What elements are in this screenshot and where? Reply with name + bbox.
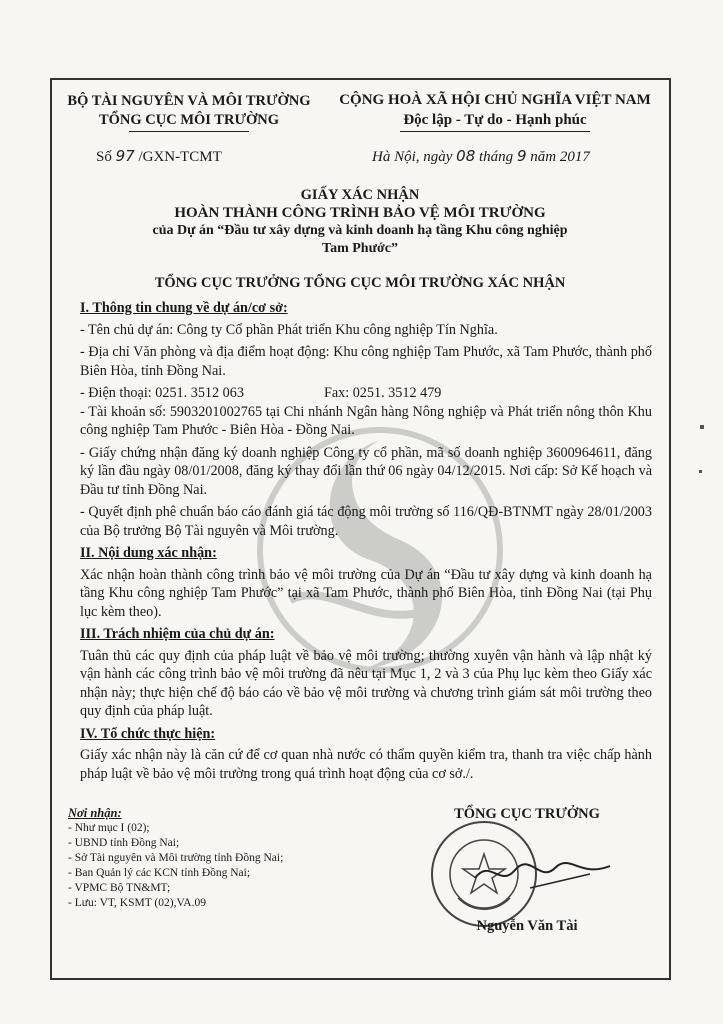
document-title [70, 186, 650, 258]
project-address: - Địa chỉ Văn phòng và địa điểm hoạt động: Khu công nghiệp Tam Phước, xã Tam Phước, thành phố Biên Hòa, tỉnh Đồng Nai. [80, 344, 652, 379]
business-license: - Giấy chứng nhận đăng ký doanh nghiệp Công ty cổ phần, mã số doanh nghiệp 3600964611, đăng ký lần đầu ngày 08/01/2008, đăng ký thay đổi lần thứ 06 ngày 04/12/2015. Nơi cấp: Sở Kế hoạch và Đầu tư tỉnh Đồng Nai. [80, 444, 652, 498]
section-3-heading: III. Trách nhiệm của chủ dự án: [80, 626, 275, 642]
recipient-item: - VPMC Bộ TN&MT; [68, 882, 171, 894]
section-4-heading: IV. Tổ chức thực hiện: [80, 725, 216, 742]
title-line1: GIẤY XÁC NHẬN [300, 187, 420, 203]
signer-title: TỔNG CỤC TRƯỞNG [454, 806, 600, 822]
recipient-item: - Lưu: VT, KSMT (02),VA.09 [68, 897, 206, 909]
phone-number: - Điện thoại: 0251. 3512 063 [80, 385, 244, 401]
date-month-label: tháng [479, 149, 514, 165]
date-month: 9 [516, 147, 527, 165]
document-body [80, 297, 652, 787]
number-suffix: /GXN-TCMT [138, 149, 222, 165]
contact-row [80, 384, 652, 403]
date-year: năm 2017 [530, 149, 590, 165]
ministry-name: BỘ TÀI NGUYÊN VÀ MÔI TRƯỜNG [67, 93, 311, 109]
agency-underline [129, 131, 249, 132]
recipient-item: - UBND tỉnh Đồng Nai; [68, 837, 180, 849]
date-day: 08 [456, 147, 476, 165]
eia-decision: - Quyết định phê chuẩn báo cáo đánh giá tác động môi trường số 116/QĐ-BTNMT ngày 28/01/2003 của Bộ trưởng Bộ Tài nguyên và Môi trường. [80, 504, 652, 539]
confirmation-heading: TỔNG CỤC TRƯỞNG TỔNG CỤC MÔI TRƯỜNG XÁC NHẬN [154, 275, 566, 291]
section-2-body: Xác nhận hoàn thành công trình bảo vệ môi trường của Dự án “Đầu tư xây dựng và kinh doanh hạ tầng Khu công nghiệp Tam Phước” tại xã Tam Phước, thành phố Biên Hòa, tỉnh Đồng Nai (tại Phụ lục kèm theo). [80, 566, 652, 620]
title-line3: của Dự án “Đầu tư xây dựng và kinh doanh hạ tầng Khu công nghiệp [152, 223, 568, 238]
title-line4: Tam Phước” [322, 241, 398, 256]
agency-name: TỔNG CỤC MÔI TRƯỜNG [98, 112, 280, 128]
fax-number: Fax: 0251. 3512 479 [323, 385, 442, 401]
bank-account: - Tài khoản số: 5903201002765 tại Chi nhánh Ngân hàng Nông nghiệp và Phát triển nông thôn Khu công nghiệp Tam Phước - Biên Hòa - Đồng Nai. [80, 403, 652, 438]
header-right [330, 90, 660, 132]
motto-underline [400, 131, 590, 132]
recipient-item: - Như mục I (02); [68, 822, 150, 834]
header-left [58, 92, 320, 132]
section-3-body: Tuân thủ các quy định của pháp luật về bảo vệ môi trường; thường xuyên vận hành và lập nhật ký vận hành các công trình bảo vệ môi trường đã nêu tại Mục 1, 2 và 3 của Phụ lục kèm theo Giấy xác nhận này; thực hiện chế độ báo cáo về bảo vệ môi trường và chương trình giám sát môi trường theo quy định của pháp luật. [80, 647, 652, 719]
number-prefix: Số [96, 149, 112, 165]
scan-mark [699, 470, 702, 473]
recipients-list [68, 806, 368, 911]
handwritten-signature [470, 848, 620, 898]
signer-name: Nguyễn Văn Tài [476, 918, 578, 934]
project-owner: - Tên chủ dự án: Công ty Cổ phần Phát triển Khu công nghiệp Tín Nghĩa. [80, 321, 498, 338]
document-date [372, 147, 590, 166]
scan-mark [700, 425, 704, 429]
title-line2: HOÀN THÀNH CÔNG TRÌNH BẢO VỆ MÔI TRƯỜNG [174, 205, 546, 221]
motto: Độc lập - Tự do - Hạnh phúc [403, 112, 587, 128]
recipient-item: - Ban Quản lý các KCN tỉnh Đồng Nai; [68, 867, 251, 879]
country-name: CỘNG HOÀ XÃ HỘI CHỦ NGHĨA VIỆT NAM [339, 92, 651, 108]
section-2-heading: II. Nội dung xác nhận: [80, 545, 217, 561]
section-1-heading: I. Thông tin chung về dự án/cơ sở: [80, 300, 288, 316]
date-place: Hà Nội, ngày [372, 149, 453, 165]
document-number [96, 147, 222, 166]
number-handwritten: 97 [115, 147, 135, 165]
recipient-item: - Sở Tài nguyên và Môi trường tỉnh Đồng Nai; [68, 852, 284, 864]
section-4-body: Giấy xác nhận này là căn cứ để cơ quan nhà nước có thẩm quyền kiểm tra, thanh tra việc chấp hành pháp luật về bảo vệ môi trường trong quá trình hoạt động của cơ sở./. [80, 747, 652, 782]
recipients-label: Nơi nhận: [68, 806, 122, 820]
